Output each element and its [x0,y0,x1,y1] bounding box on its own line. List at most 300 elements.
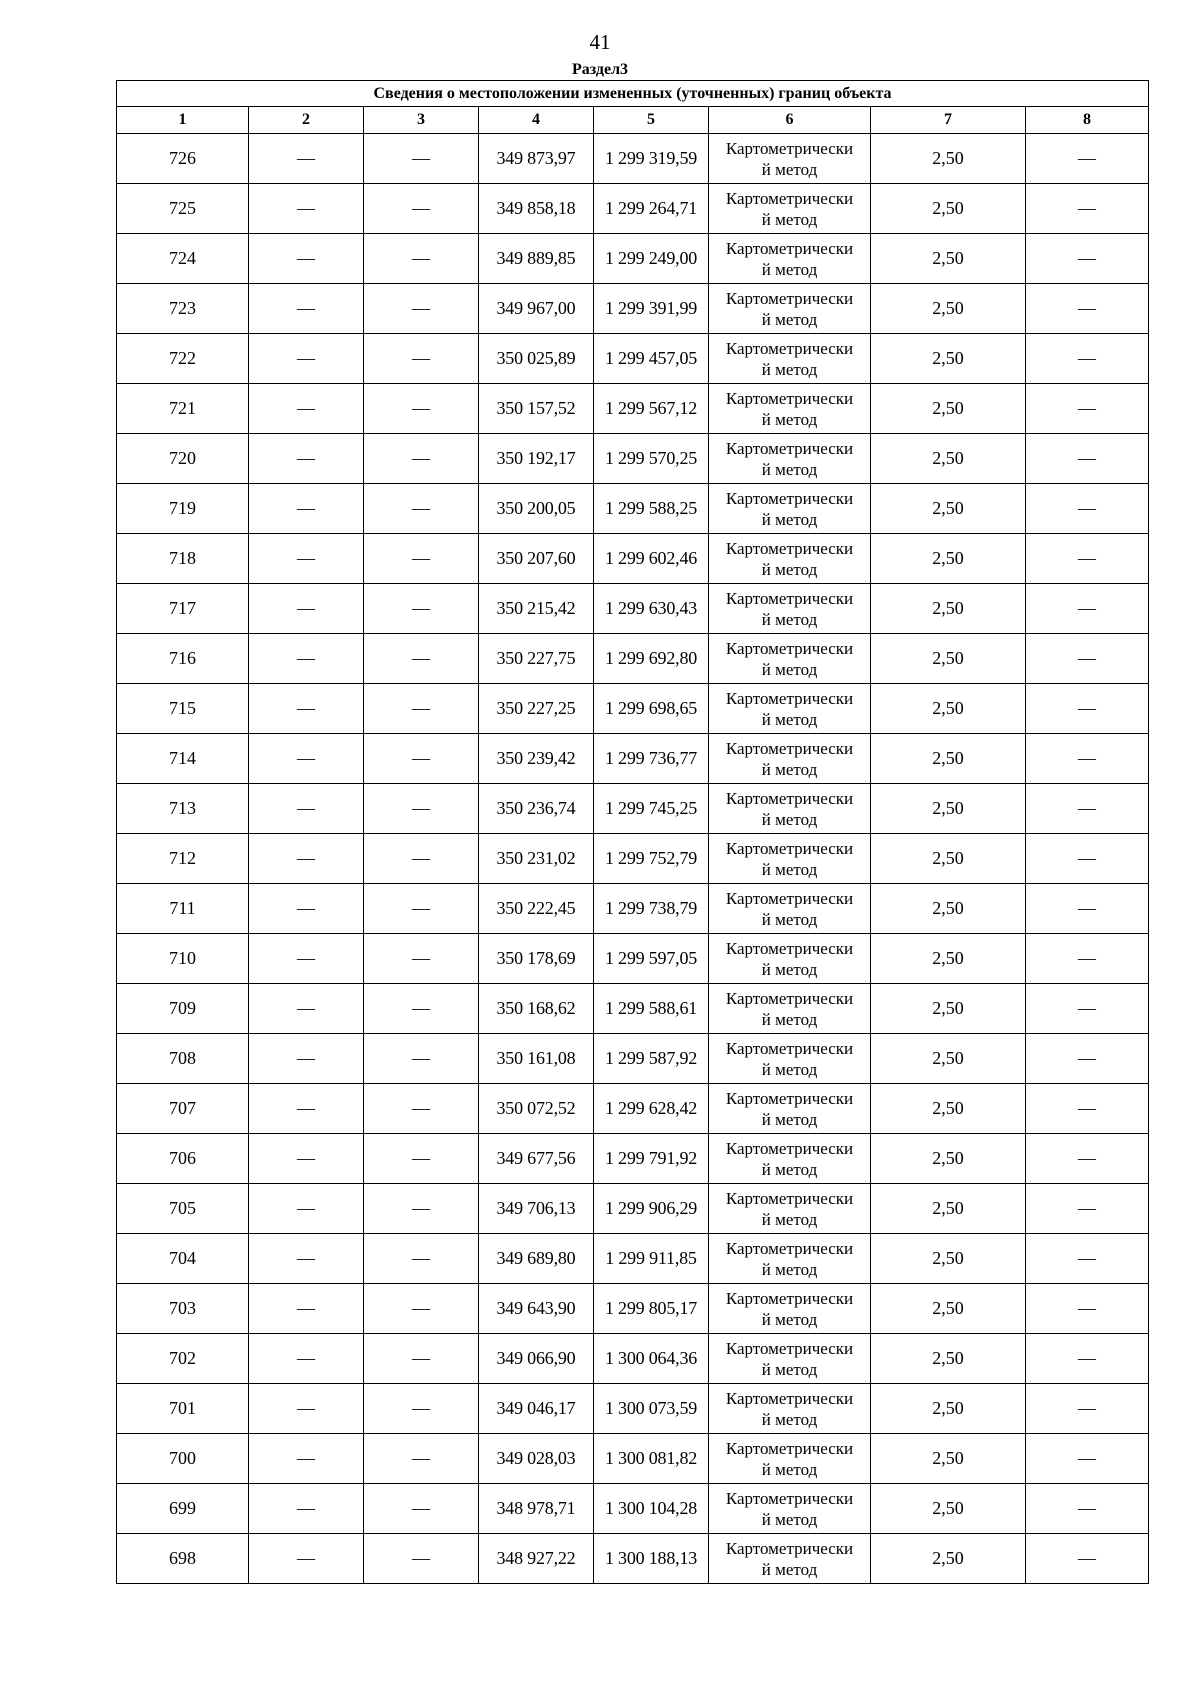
method-line-2: й метод [761,659,818,679]
column-8-cell: — [1026,1034,1149,1084]
y-coordinate-cell: 1 299 698,65 [594,684,709,734]
column-2-cell: — [249,1534,364,1584]
method-cell [709,1234,871,1284]
table-row [117,1534,1149,1584]
method-cell [709,184,871,234]
column-8-cell: — [1026,184,1149,234]
method-line-1: Картометрически [725,588,854,608]
point-number-cell: 715 [117,684,249,734]
column-2-cell: — [249,1334,364,1384]
table-row [117,684,1149,734]
method-line-2: й метод [761,509,818,529]
column-8-cell: — [1026,134,1149,184]
x-coordinate-cell: 350 227,25 [479,684,594,734]
method-line-2: й метод [761,1109,818,1129]
method-line-2: й метод [761,909,818,929]
y-coordinate-cell: 1 299 752,79 [594,834,709,884]
table-row [117,484,1149,534]
method-line-1: Картометрически [725,838,854,858]
column-number: 3 [364,107,479,134]
column-3-cell: — [364,334,479,384]
method-cell [709,584,871,634]
column-3-cell: — [364,434,479,484]
method-line-2: й метод [761,359,818,379]
column-8-cell: — [1026,1484,1149,1534]
column-2-cell: — [249,134,364,184]
column-number: 7 [871,107,1026,134]
x-coordinate-cell: 350 168,62 [479,984,594,1034]
column-2-cell: — [249,884,364,934]
page-number: 41 [589,30,611,54]
point-number-cell: 710 [117,934,249,984]
x-coordinate-cell: 350 192,17 [479,434,594,484]
table-row [117,784,1149,834]
column-3-cell: — [364,1284,479,1334]
accuracy-cell: 2,50 [871,784,1026,834]
column-3-cell: — [364,584,479,634]
point-number-cell: 708 [117,1034,249,1084]
point-number-cell: 718 [117,534,249,584]
method-line-1: Картометрически [725,238,854,258]
column-3-cell: — [364,1334,479,1384]
method-cell [709,1184,871,1234]
x-coordinate-cell: 349 066,90 [479,1334,594,1384]
method-cell [709,534,871,584]
column-2-cell: — [249,834,364,884]
y-coordinate-cell: 1 299 911,85 [594,1234,709,1284]
method-cell [709,1334,871,1384]
column-8-cell: — [1026,534,1149,584]
point-number-cell: 705 [117,1184,249,1234]
method-line-1: Картометрически [725,438,854,458]
column-2-cell: — [249,484,364,534]
accuracy-cell: 2,50 [871,1184,1026,1234]
y-coordinate-cell: 1 299 791,92 [594,1134,709,1184]
column-2-cell: — [249,634,364,684]
column-number-row [117,107,1149,134]
accuracy-cell: 2,50 [871,734,1026,784]
x-coordinate-cell: 350 222,45 [479,884,594,934]
method-line-2: й метод [761,259,818,279]
point-number-cell: 706 [117,1134,249,1184]
column-3-cell: — [364,1184,479,1234]
method-line-2: й метод [761,959,818,979]
point-number-cell: 712 [117,834,249,884]
column-3-cell: — [364,184,479,234]
accuracy-cell: 2,50 [871,484,1026,534]
column-2-cell: — [249,584,364,634]
point-number-cell: 723 [117,284,249,334]
column-2-cell: — [249,234,364,284]
method-cell [709,234,871,284]
column-8-cell: — [1026,1234,1149,1284]
method-cell [709,984,871,1034]
method-line-1: Картометрически [725,1188,854,1208]
method-line-2: й метод [761,809,818,829]
method-line-2: й метод [761,1359,818,1379]
table-row [117,984,1149,1034]
x-coordinate-cell: 350 157,52 [479,384,594,434]
accuracy-cell: 2,50 [871,284,1026,334]
point-number-cell: 711 [117,884,249,934]
column-2-cell: — [249,184,364,234]
method-line-2: й метод [761,1509,818,1529]
column-2-cell: — [249,534,364,584]
table-row [117,1434,1149,1484]
table-row [117,1184,1149,1234]
table-row [117,1284,1149,1334]
accuracy-cell: 2,50 [871,834,1026,884]
y-coordinate-cell: 1 299 457,05 [594,334,709,384]
table-row [117,334,1149,384]
method-line-1: Картометрически [725,538,854,558]
method-line-1: Картометрически [725,288,854,308]
boundary-coordinates-table [116,80,1149,1584]
point-number-cell: 717 [117,584,249,634]
method-line-1: Картометрически [725,938,854,958]
point-number-cell: 703 [117,1284,249,1334]
x-coordinate-cell: 349 689,80 [479,1234,594,1284]
column-2-cell: — [249,984,364,1034]
method-line-2: й метод [761,459,818,479]
method-line-1: Картометрически [725,688,854,708]
table-row [117,634,1149,684]
column-3-cell: — [364,534,479,584]
x-coordinate-cell: 350 207,60 [479,534,594,584]
method-cell [709,834,871,884]
x-coordinate-cell: 350 231,02 [479,834,594,884]
method-line-1: Картометрически [725,1288,854,1308]
accuracy-cell: 2,50 [871,1234,1026,1284]
point-number-cell: 721 [117,384,249,434]
column-3-cell: — [364,1434,479,1484]
column-8-cell: — [1026,1434,1149,1484]
point-number-cell: 701 [117,1384,249,1434]
method-line-1: Картометрически [725,388,854,408]
method-line-1: Картометрически [725,188,854,208]
point-number-cell: 707 [117,1084,249,1134]
x-coordinate-cell: 350 227,75 [479,634,594,684]
x-coordinate-cell: 349 889,85 [479,234,594,284]
method-cell [709,1434,871,1484]
accuracy-cell: 2,50 [871,184,1026,234]
column-2-cell: — [249,1284,364,1334]
column-3-cell: — [364,484,479,534]
method-line-2: й метод [761,159,818,179]
point-number-cell: 704 [117,1234,249,1284]
table-row [117,584,1149,634]
method-cell [709,784,871,834]
column-8-cell: — [1026,384,1149,434]
accuracy-cell: 2,50 [871,984,1026,1034]
method-line-2: й метод [761,1059,818,1079]
y-coordinate-cell: 1 299 602,46 [594,534,709,584]
x-coordinate-cell: 350 025,89 [479,334,594,384]
column-2-cell: — [249,1234,364,1284]
method-line-2: й метод [761,1459,818,1479]
method-line-2: й метод [761,759,818,779]
column-3-cell: — [364,284,479,334]
x-coordinate-cell: 350 236,74 [479,784,594,834]
method-line-1: Картометрически [725,1238,854,1258]
column-8-cell: — [1026,1284,1149,1334]
column-3-cell: — [364,684,479,734]
accuracy-cell: 2,50 [871,1084,1026,1134]
y-coordinate-cell: 1 299 736,77 [594,734,709,784]
accuracy-cell: 2,50 [871,1484,1026,1534]
column-3-cell: — [364,1034,479,1084]
column-8-cell: — [1026,934,1149,984]
y-coordinate-cell: 1 299 264,71 [594,184,709,234]
y-coordinate-cell: 1 299 738,79 [594,884,709,934]
point-number-cell: 700 [117,1434,249,1484]
column-3-cell: — [364,234,479,284]
column-number: 6 [709,107,871,134]
method-cell [709,484,871,534]
column-2-cell: — [249,434,364,484]
x-coordinate-cell: 349 643,90 [479,1284,594,1334]
table-row [117,934,1149,984]
column-2-cell: — [249,1034,364,1084]
table-row [117,1384,1149,1434]
point-number-cell: 698 [117,1534,249,1584]
column-2-cell: — [249,1434,364,1484]
method-cell [709,134,871,184]
column-3-cell: — [364,734,479,784]
column-3-cell: — [364,1134,479,1184]
method-line-1: Картометрически [725,488,854,508]
y-coordinate-cell: 1 300 064,36 [594,1334,709,1384]
column-2-cell: — [249,1484,364,1534]
method-cell [709,1534,871,1584]
method-line-2: й метод [761,709,818,729]
accuracy-cell: 2,50 [871,584,1026,634]
accuracy-cell: 2,50 [871,1034,1026,1084]
method-cell [709,384,871,434]
column-number: 8 [1026,107,1149,134]
column-2-cell: — [249,384,364,434]
method-line-2: й метод [761,1159,818,1179]
accuracy-cell: 2,50 [871,1384,1026,1434]
accuracy-cell: 2,50 [871,534,1026,584]
point-number-cell: 716 [117,634,249,684]
point-number-cell: 724 [117,234,249,284]
method-cell [709,334,871,384]
column-2-cell: — [249,284,364,334]
method-cell [709,1384,871,1434]
accuracy-cell: 2,50 [871,934,1026,984]
column-number: 2 [249,107,364,134]
column-8-cell: — [1026,434,1149,484]
method-line-1: Картометрически [725,1438,854,1458]
accuracy-cell: 2,50 [871,684,1026,734]
y-coordinate-cell: 1 299 628,42 [594,1084,709,1134]
column-8-cell: — [1026,334,1149,384]
x-coordinate-cell: 349 706,13 [479,1184,594,1234]
column-2-cell: — [249,684,364,734]
column-2-cell: — [249,334,364,384]
column-2-cell: — [249,734,364,784]
point-number-cell: 722 [117,334,249,384]
column-8-cell: — [1026,884,1149,934]
column-2-cell: — [249,1184,364,1234]
method-line-2: й метод [761,409,818,429]
x-coordinate-cell: 349 873,97 [479,134,594,184]
table-row [117,1134,1149,1184]
y-coordinate-cell: 1 299 588,25 [594,484,709,534]
point-number-cell: 699 [117,1484,249,1534]
y-coordinate-cell: 1 299 597,05 [594,934,709,984]
method-line-2: й метод [761,559,818,579]
column-8-cell: — [1026,484,1149,534]
table-row [117,184,1149,234]
method-cell [709,734,871,784]
method-cell [709,1484,871,1534]
accuracy-cell: 2,50 [871,234,1026,284]
column-3-cell: — [364,1484,479,1534]
x-coordinate-cell: 348 978,71 [479,1484,594,1534]
column-8-cell: — [1026,834,1149,884]
y-coordinate-cell: 1 300 073,59 [594,1384,709,1434]
method-line-1: Картометрически [725,138,854,158]
point-number-cell: 714 [117,734,249,784]
method-line-2: й метод [761,1309,818,1329]
method-line-2: й метод [761,209,818,229]
method-line-1: Картометрически [725,1538,854,1558]
column-8-cell: — [1026,1184,1149,1234]
table-row [117,834,1149,884]
table-row [117,534,1149,584]
accuracy-cell: 2,50 [871,884,1026,934]
method-cell [709,884,871,934]
column-3-cell: — [364,784,479,834]
method-cell [709,1034,871,1084]
point-number-cell: 702 [117,1334,249,1384]
column-3-cell: — [364,134,479,184]
y-coordinate-cell: 1 299 906,29 [594,1184,709,1234]
table-row [117,134,1149,184]
column-8-cell: — [1026,584,1149,634]
column-number: 1 [117,107,249,134]
method-line-2: й метод [761,309,818,329]
point-number-cell: 726 [117,134,249,184]
point-number-cell: 720 [117,434,249,484]
column-2-cell: — [249,1384,364,1434]
column-2-cell: — [249,1084,364,1134]
y-coordinate-cell: 1 300 188,13 [594,1534,709,1584]
method-line-2: й метод [761,1409,818,1429]
point-number-cell: 713 [117,784,249,834]
table-row [117,234,1149,284]
x-coordinate-cell: 349 677,56 [479,1134,594,1184]
column-2-cell: — [249,784,364,834]
method-cell [709,1284,871,1334]
column-8-cell: — [1026,1384,1149,1434]
accuracy-cell: 2,50 [871,1534,1026,1584]
column-3-cell: — [364,884,479,934]
column-8-cell: — [1026,1134,1149,1184]
method-line-1: Картометрически [725,1388,854,1408]
method-cell [709,684,871,734]
column-8-cell: — [1026,1534,1149,1584]
x-coordinate-cell: 349 028,03 [479,1434,594,1484]
y-coordinate-cell: 1 299 630,43 [594,584,709,634]
x-coordinate-cell: 350 200,05 [479,484,594,534]
y-coordinate-cell: 1 299 567,12 [594,384,709,434]
column-3-cell: — [364,634,479,684]
method-line-2: й метод [761,1559,818,1579]
table-row [117,1334,1149,1384]
method-line-1: Картометрически [725,338,854,358]
y-coordinate-cell: 1 299 570,25 [594,434,709,484]
column-3-cell: — [364,984,479,1034]
x-coordinate-cell: 350 239,42 [479,734,594,784]
y-coordinate-cell: 1 300 081,82 [594,1434,709,1484]
column-2-cell: — [249,934,364,984]
method-line-1: Картометрически [725,1138,854,1158]
column-3-cell: — [364,1084,479,1134]
y-coordinate-cell: 1 299 745,25 [594,784,709,834]
accuracy-cell: 2,50 [871,334,1026,384]
column-number: 5 [594,107,709,134]
y-coordinate-cell: 1 299 587,92 [594,1034,709,1084]
accuracy-cell: 2,50 [871,1434,1026,1484]
y-coordinate-cell: 1 299 588,61 [594,984,709,1034]
table-row [117,434,1149,484]
column-8-cell: — [1026,984,1149,1034]
accuracy-cell: 2,50 [871,434,1026,484]
method-line-2: й метод [761,1009,818,1029]
x-coordinate-cell: 349 858,18 [479,184,594,234]
method-cell [709,434,871,484]
y-coordinate-cell: 1 299 391,99 [594,284,709,334]
y-coordinate-cell: 1 299 692,80 [594,634,709,684]
table-row [117,1484,1149,1534]
method-line-1: Картометрически [725,788,854,808]
column-8-cell: — [1026,234,1149,284]
column-3-cell: — [364,1534,479,1584]
point-number-cell: 709 [117,984,249,1034]
table-row [117,734,1149,784]
method-line-1: Картометрически [725,888,854,908]
section-title: Раздел3 [571,61,629,78]
method-line-1: Картометрически [725,1488,854,1508]
column-8-cell: — [1026,734,1149,784]
x-coordinate-cell: 350 178,69 [479,934,594,984]
y-coordinate-cell: 1 300 104,28 [594,1484,709,1534]
x-coordinate-cell: 349 046,17 [479,1384,594,1434]
point-number-cell: 725 [117,184,249,234]
column-2-cell: — [249,1134,364,1184]
table-caption: Сведения о местоположении измененных (уточненных) границ объекта [117,81,1149,107]
method-line-2: й метод [761,609,818,629]
table-row [117,1084,1149,1134]
column-8-cell: — [1026,284,1149,334]
column-8-cell: — [1026,1084,1149,1134]
x-coordinate-cell: 350 215,42 [479,584,594,634]
method-cell [709,934,871,984]
column-8-cell: — [1026,1334,1149,1384]
column-3-cell: — [364,934,479,984]
method-line-2: й метод [761,859,818,879]
method-cell [709,1134,871,1184]
column-number: 4 [479,107,594,134]
x-coordinate-cell: 350 072,52 [479,1084,594,1134]
y-coordinate-cell: 1 299 805,17 [594,1284,709,1334]
method-line-1: Картометрически [725,1038,854,1058]
method-cell [709,1084,871,1134]
accuracy-cell: 2,50 [871,1334,1026,1384]
